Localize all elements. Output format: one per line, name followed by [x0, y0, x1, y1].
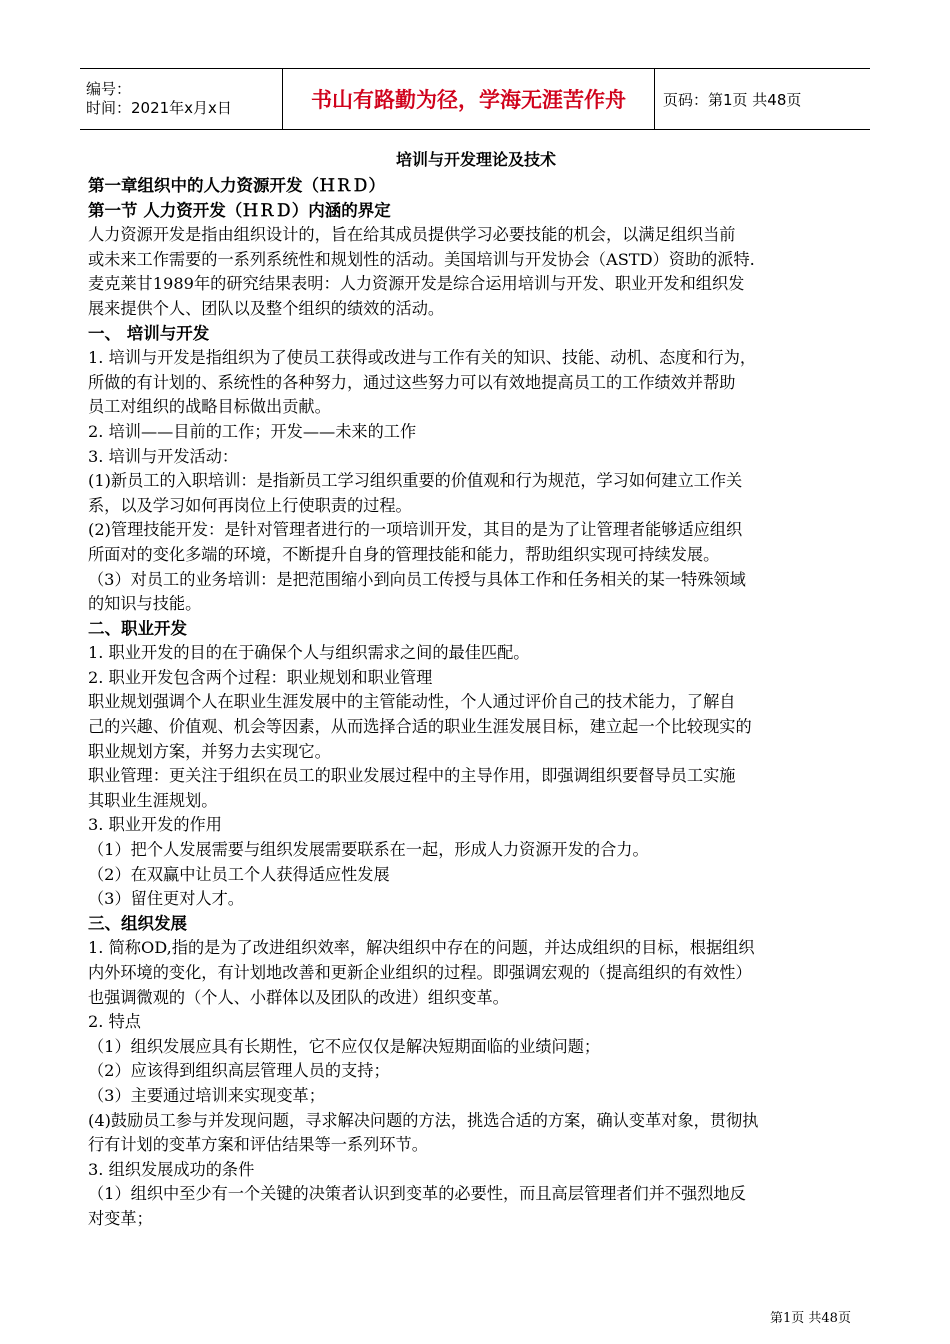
text-line: 内外环境的变化，有计划地改善和更新企业组织的过程。即强调宏观的（提高组织的有效性） [88, 963, 752, 982]
text-line: （3）对员工的业务培训：是把范围缩小到向员工传授与具体工作和任务相关的某一特殊领域 [88, 569, 746, 589]
text-line: 所做的有计划的、系统性的各种努力，通过这些努力可以有效地提高员工的工作绩效并帮助 [88, 372, 736, 392]
text-line: 2. 特点 [88, 1012, 141, 1032]
text-line: 员工对组织的战略目标做出贡献。 [88, 397, 331, 417]
header-right [655, 69, 870, 129]
text-line: 2. 培训——目前的工作；开发——未来的工作 [88, 421, 417, 441]
text-line: 1. 培训与开发是指组织为了使员工获得或改进与工作有关的知识、技能、动机、态度和行为， [88, 348, 757, 368]
section-heading: 二、职业开发 [88, 618, 187, 638]
text-line: 系，以及学习如何再岗位上行使职责的过程。 [88, 495, 412, 515]
document-body [88, 146, 864, 1232]
text-line: （2）在双赢中让员工个人获得适应性发展 [88, 864, 390, 884]
document-title: 培训与开发理论及技术 [395, 150, 556, 169]
text-line: 己的兴趣、价值观、机会等因素，从而选择合适的职业生涯发展目标，建立起一个比较现实的 [88, 717, 752, 737]
date-label: 时间：2021年x月x日 [86, 99, 232, 117]
text-line: （3）留住更对人才。 [88, 889, 244, 909]
text-line: 或未来工作需要的一系列系统性和规划性的活动。美国培训与开发协会（ASTD）资助的派特. [88, 249, 755, 269]
section-heading: 第一节 人力资开发（ＨＲＤ）内涵的界定 [88, 200, 391, 220]
page-info: 页码：第1页 共48页 [663, 90, 802, 109]
text-line: （1）组织中至少有一个关键的决策者认识到变革的必要性，而且高层管理者们并不强烈地反 [88, 1184, 746, 1204]
section-heading: 三、组织发展 [88, 913, 187, 933]
text-line: 所面对的变化多端的环境，不断提升自身的管理技能和能力，帮助组织实现可持续发展。 [88, 544, 720, 564]
header-motto [282, 69, 655, 129]
text-line: 3. 职业开发的作用 [88, 815, 222, 835]
text-line: 展来提供个人、团队以及整个组织的绩效的活动。 [88, 298, 445, 318]
header-left [80, 69, 282, 129]
text-line: 职业规划方案，并努力去实现它。 [88, 741, 331, 761]
page-footer: 第1页 共48页 [770, 1311, 851, 1326]
text-line: 3. 组织发展成功的条件 [88, 1159, 255, 1179]
text-line: 人力资源开发是指由组织设计的，旨在给其成员提供学习必要技能的机会，以满足组织当前 [88, 225, 736, 245]
number-label: 编号： [86, 80, 132, 98]
text-line: （3）主要通过培训来实现变革； [88, 1085, 325, 1105]
text-line: 的知识与技能。 [88, 594, 202, 614]
text-line: 1. 简称OD,指的是为了改进组织效率，解决组织中存在的问题，并达成组织的目标，根据组织 [88, 938, 755, 958]
text-line: （1）把个人发展需要与组织发展需要联系在一起，形成人力资源开发的合力。 [88, 840, 649, 860]
text-line: (2)管理技能开发：是针对管理者进行的一项培训开发，其目的是为了让管理者能够适应组织 [88, 520, 743, 540]
section-heading: 一、 培训与开发 [88, 323, 210, 343]
text-line: 2. 职业开发包含两个过程：职业规划和职业管理 [88, 667, 433, 687]
text-line: （1）组织发展应具有长期性，它不应仅仅是解决短期面临的业绩问题； [88, 1036, 601, 1056]
text-line: 行有计划的变革方案和评估结果等一系列环节。 [88, 1135, 428, 1155]
text-line: 职业管理：更关注于组织在员工的职业发展过程中的主导作用，即强调组织要督导员工实施 [88, 766, 736, 786]
section-heading: 第一章组织中的人力资源开发（ＨＲＤ） [88, 176, 385, 195]
text-line: (1)新员工的入职培训：是指新员工学习组织重要的价值观和行为规范，学习如何建立工作关 [88, 471, 743, 491]
text-line: （2）应该得到组织高层管理人员的支持； [88, 1061, 390, 1081]
motto-text: 书山有路勤为径，学海无涯苦作舟 [311, 88, 626, 112]
text-line: 麦克莱甘1989年的研究结果表明：人力资源开发是综合运用培训与开发、职业开发和组织发 [88, 274, 745, 294]
text-line: 3. 培训与开发活动： [88, 446, 239, 466]
body-lines [88, 174, 864, 1232]
text-line: 其职业生涯规划。 [88, 790, 218, 810]
page-header [80, 68, 870, 130]
text-line: 职业规划强调个人在职业生涯发展中的主管能动性，个人通过评价自己的技术能力，了解自 [88, 692, 736, 712]
text-line: (4)鼓励员工参与并发现问题，寻求解决问题的方法，挑选合适的方案，确认变革对象，贯彻执 [88, 1110, 759, 1130]
text-line: 对变革； [88, 1208, 153, 1228]
text-line: 1. 职业开发的目的在于确保个人与组织需求之间的最佳匹配。 [88, 643, 530, 663]
text-line: 也强调微观的（个人、小群体以及团队的改进）组织变革。 [88, 987, 509, 1007]
